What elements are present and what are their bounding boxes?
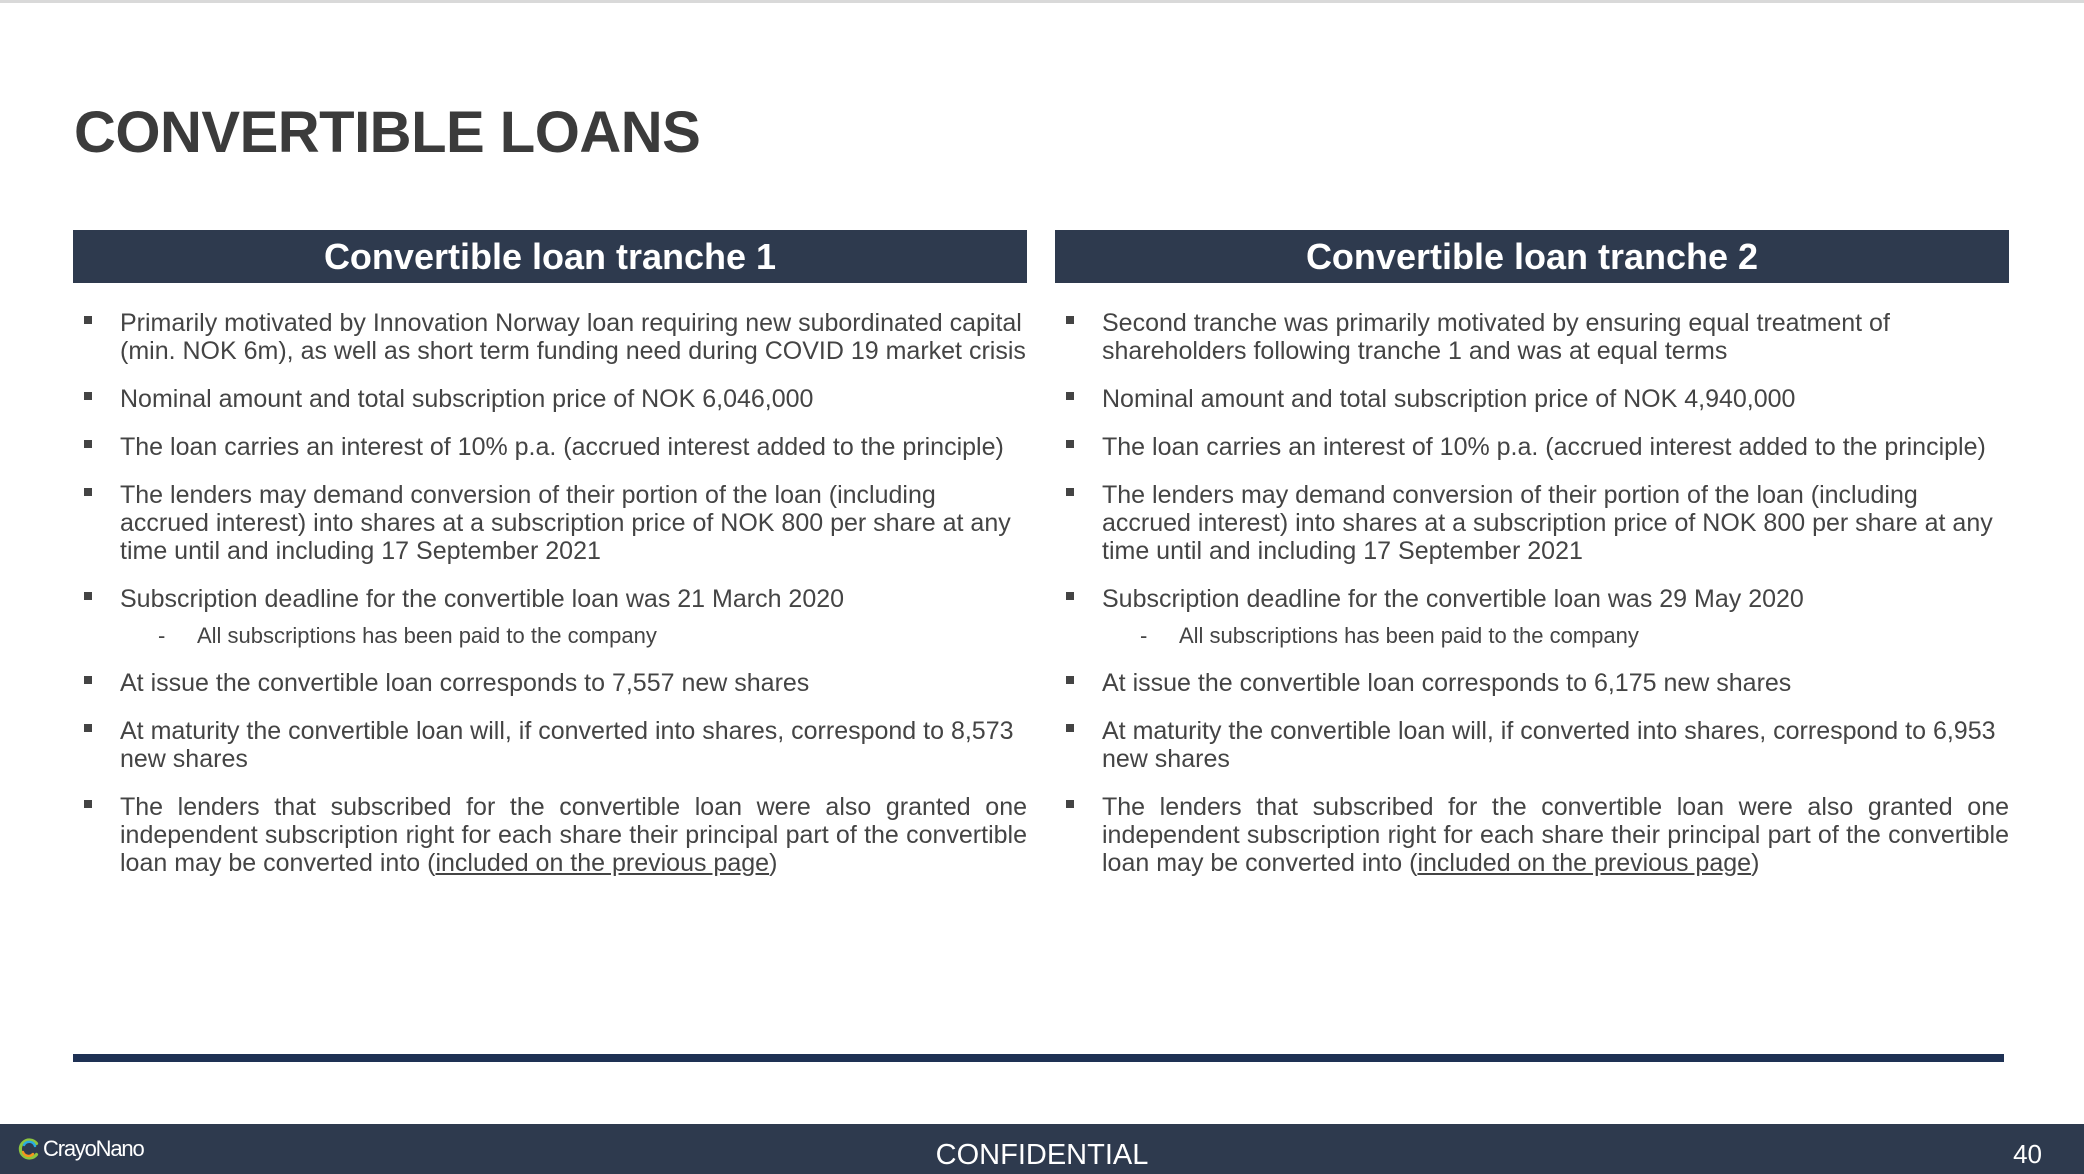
tranche-2-header: Convertible loan tranche 2 [1055, 230, 2009, 283]
bullet-item [1055, 793, 2009, 877]
bullet-text: Nominal amount and total subscription price of NOK 6,046,000 [120, 385, 814, 413]
bullet-item [73, 309, 1027, 365]
dash-icon: - [158, 623, 166, 648]
logo-text: CrayoNano [43, 1136, 144, 1161]
bullet-item [1055, 433, 2009, 461]
bullet-item [73, 793, 1027, 877]
top-border [0, 0, 2084, 3]
tranche-2-bullet-list [1055, 309, 2009, 877]
square-bullet-icon [84, 724, 92, 732]
bullet-text: The lenders may demand conversion of their portion of the loan (including accrued interest) into shares at a subscription price of NOK 800 per share at any time until and including 17 September 2021 [1102, 481, 1993, 565]
bullet-text: At issue the convertible loan corresponds to 6,175 new shares [1102, 669, 1792, 697]
bullet-item [73, 717, 1027, 773]
sub-bullet-text: All subscriptions has been paid to the company [1179, 623, 1639, 648]
square-bullet-icon [84, 800, 92, 808]
bullet-text-part: ) [1751, 849, 1760, 877]
square-bullet-icon [84, 392, 92, 400]
square-bullet-icon [1066, 724, 1074, 732]
bullet-item [1055, 585, 2009, 649]
footer-bar [0, 1124, 2084, 1174]
tranche-1-column [73, 230, 1027, 897]
previous-page-link[interactable]: included on the previous page [1417, 849, 1752, 877]
bullet-item [1055, 717, 2009, 773]
square-bullet-icon [1066, 592, 1074, 600]
bullet-item [73, 481, 1027, 565]
bullet-text: At issue the convertible loan corresponds to 7,557 new shares [120, 669, 810, 697]
sub-bullet-item [120, 623, 1027, 649]
square-bullet-icon [1066, 488, 1074, 496]
square-bullet-icon [84, 440, 92, 448]
square-bullet-icon [84, 676, 92, 684]
tranche-2-column [1055, 230, 2009, 897]
bullet-text-part: The lenders that subscribed for the convertible loan were also granted one independent subscription right for each share their principal part of the convertible loan may be converted into ( [1102, 793, 2009, 877]
bullet-text: The loan carries an interest of 10% p.a. (accrued interest added to the principle) [1102, 433, 1986, 461]
confidential-label: CONFIDENTIAL [935, 1139, 1149, 1171]
square-bullet-icon [84, 592, 92, 600]
square-bullet-icon [1066, 800, 1074, 808]
square-bullet-icon [1066, 316, 1074, 324]
previous-page-link[interactable]: included on the previous page [435, 849, 770, 877]
bullet-text-part: The lenders that subscribed for the convertible loan were also granted one independent subscription right for each share their principal part of the convertible loan may be converted into ( [120, 793, 1027, 877]
bullet-text: Second tranche was primarily motivated by ensuring equal treatment of shareholders following tranche 1 and was at equal terms [1102, 309, 1890, 365]
bullet-text: At maturity the convertible loan will, if converted into shares, correspond to 8,573 new shares [120, 717, 1014, 773]
bullet-item [1055, 481, 2009, 565]
bullet-text-part: ) [769, 849, 778, 877]
square-bullet-icon [1066, 440, 1074, 448]
page-title: CONVERTIBLE LOANS [74, 100, 701, 165]
bullet-text: At maturity the convertible loan will, if converted into shares, correspond to 6,953 new shares [1102, 717, 1996, 773]
square-bullet-icon [1066, 392, 1074, 400]
sub-bullet-item [1102, 623, 2009, 649]
bullet-text: Subscription deadline for the convertible loan was 21 March 2020 [120, 585, 845, 613]
sub-bullet-list [120, 623, 1027, 649]
bullet-item [73, 433, 1027, 461]
bullet-item [73, 669, 1027, 697]
dash-icon: - [1140, 623, 1148, 648]
bullet-text [120, 793, 1027, 877]
tranche-1-bullet-list [73, 309, 1027, 877]
square-bullet-icon [84, 316, 92, 324]
bullet-item [73, 585, 1027, 649]
sub-bullet-list [1102, 623, 2009, 649]
bullet-text: Subscription deadline for the convertible loan was 29 May 2020 [1102, 585, 1804, 613]
bullet-text: Primarily motivated by Innovation Norway loan requiring new subordinated capital (min. NOK 6m), as well as short term funding need during COVID 19 market crisis [120, 309, 1026, 365]
square-bullet-icon [84, 488, 92, 496]
bullet-text [1102, 793, 2009, 877]
tranche-1-header: Convertible loan tranche 1 [73, 230, 1027, 283]
bullet-item [1055, 385, 2009, 413]
page-number: 40 [2013, 1139, 2042, 1169]
bullet-item [73, 385, 1027, 413]
bullet-item [1055, 669, 2009, 697]
bullet-text: Nominal amount and total subscription price of NOK 4,940,000 [1102, 385, 1796, 413]
footer-divider [73, 1054, 2004, 1062]
bullet-text: The loan carries an interest of 10% p.a. (accrued interest added to the principle) [120, 433, 1004, 461]
sub-bullet-text: All subscriptions has been paid to the company [197, 623, 657, 648]
bullet-text: The lenders may demand conversion of their portion of the loan (including accrued interest) into shares at a subscription price of NOK 800 per share at any time until and including 17 September 2021 [120, 481, 1011, 565]
bullet-item [1055, 309, 2009, 365]
square-bullet-icon [1066, 676, 1074, 684]
